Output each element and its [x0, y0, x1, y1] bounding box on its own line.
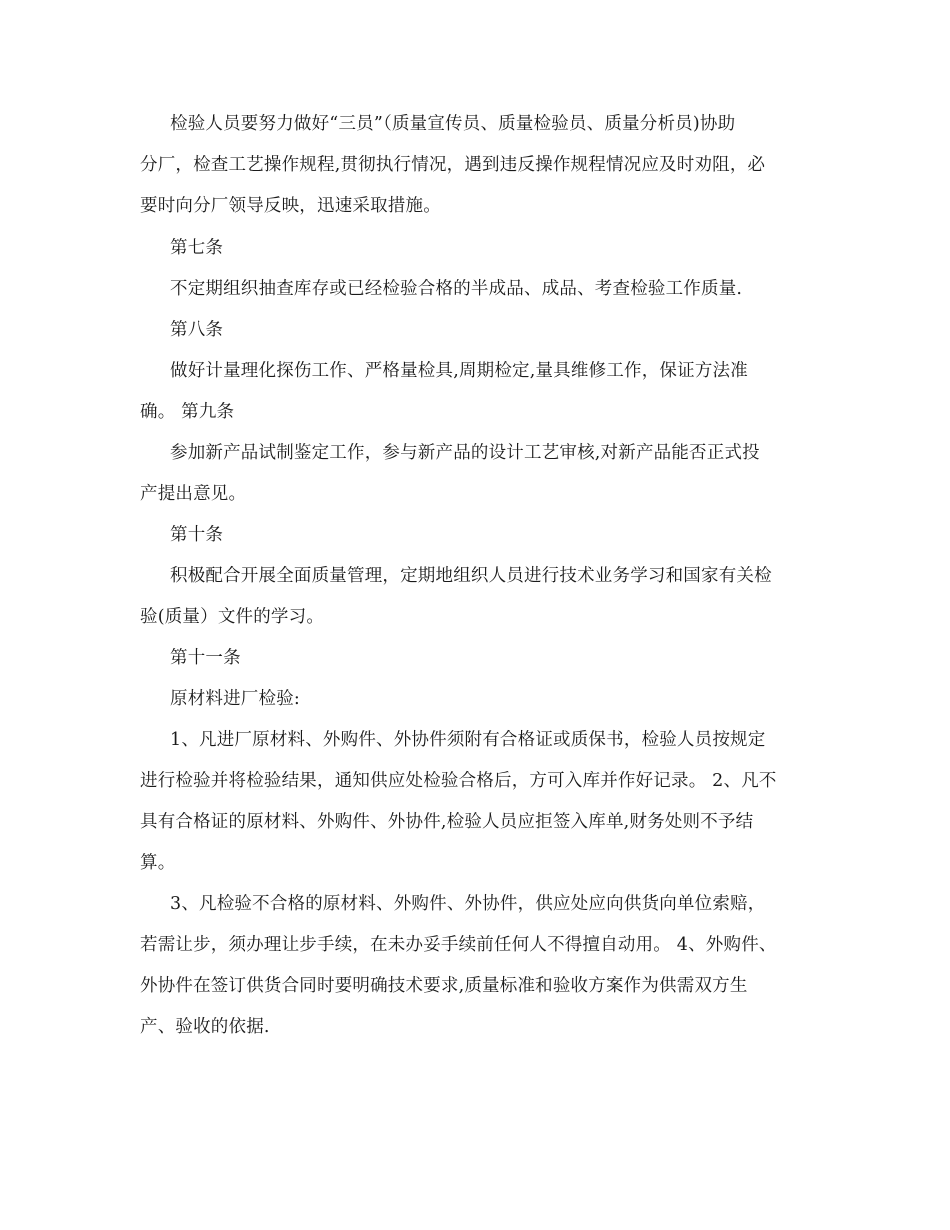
- text-line: 进行检验并将检验结果，通知供应处检验合格后，方可入库并作好记录。 2、凡不: [140, 771, 777, 791]
- text-line: 不定期组织抽查库存或已经检验合格的半成品、成品、考查检验工作质量.: [170, 279, 743, 299]
- article-heading: 第十一条: [170, 648, 241, 668]
- text-line: 参加新产品试制鉴定工作，参与新产品的设计工艺审核,对新产品能否正式投: [170, 443, 760, 463]
- text-line: 算。: [140, 853, 176, 873]
- text-line: 3、凡检验不合格的原材料、外购件、外协件，供应处应向供货向单位索赔，: [170, 894, 766, 914]
- text-line: 产提出意见。: [140, 484, 247, 504]
- article-heading: 第七条: [170, 238, 224, 258]
- text-line: 检验人员要努力做好“三员”（质量宣传员、质量检验员、质量分析员)协助: [170, 114, 736, 134]
- article-heading: 第八条: [170, 320, 224, 340]
- text-line: 确。 第九条: [140, 402, 235, 422]
- text-line: 验(质量）文件的学习。: [140, 607, 325, 627]
- text-line: 具有合格证的原材料、外购件、外协件,检验人员应拒签入库单,财务处则不予结: [140, 812, 754, 832]
- text-line: 原材料进厂检验:: [170, 689, 300, 709]
- text-line: 外协件在签订供货合同时要明确技术要求,质量标准和验收方案作为供需双方生: [140, 976, 748, 996]
- text-line: 要时向分厂领导反映，迅速采取措施。: [140, 196, 441, 216]
- text-line: 积极配合开展全面质量管理，定期地组织人员进行技术业务学习和国家有关检: [170, 566, 772, 586]
- text-line: 做好计量理化探伤工作、严格量检具,周期检定,量具维修工作，保证方法准: [170, 361, 748, 381]
- article-heading: 第十条: [170, 525, 224, 545]
- text-line: 若需让步，须办理让步手续，在未办妥手续前任何人不得擅自动用。 4、外购件、: [140, 935, 777, 955]
- text-line: 1、凡进厂原材料、外购件、外协件须附有合格证或质保书，检验人员按规定: [170, 730, 766, 750]
- text-line: 分厂，检查工艺操作规程,贯彻执行情况，遇到违反操作规程情况应及时劝阻，必: [140, 155, 766, 175]
- text-line: 产、验收的依据.: [140, 1017, 270, 1037]
